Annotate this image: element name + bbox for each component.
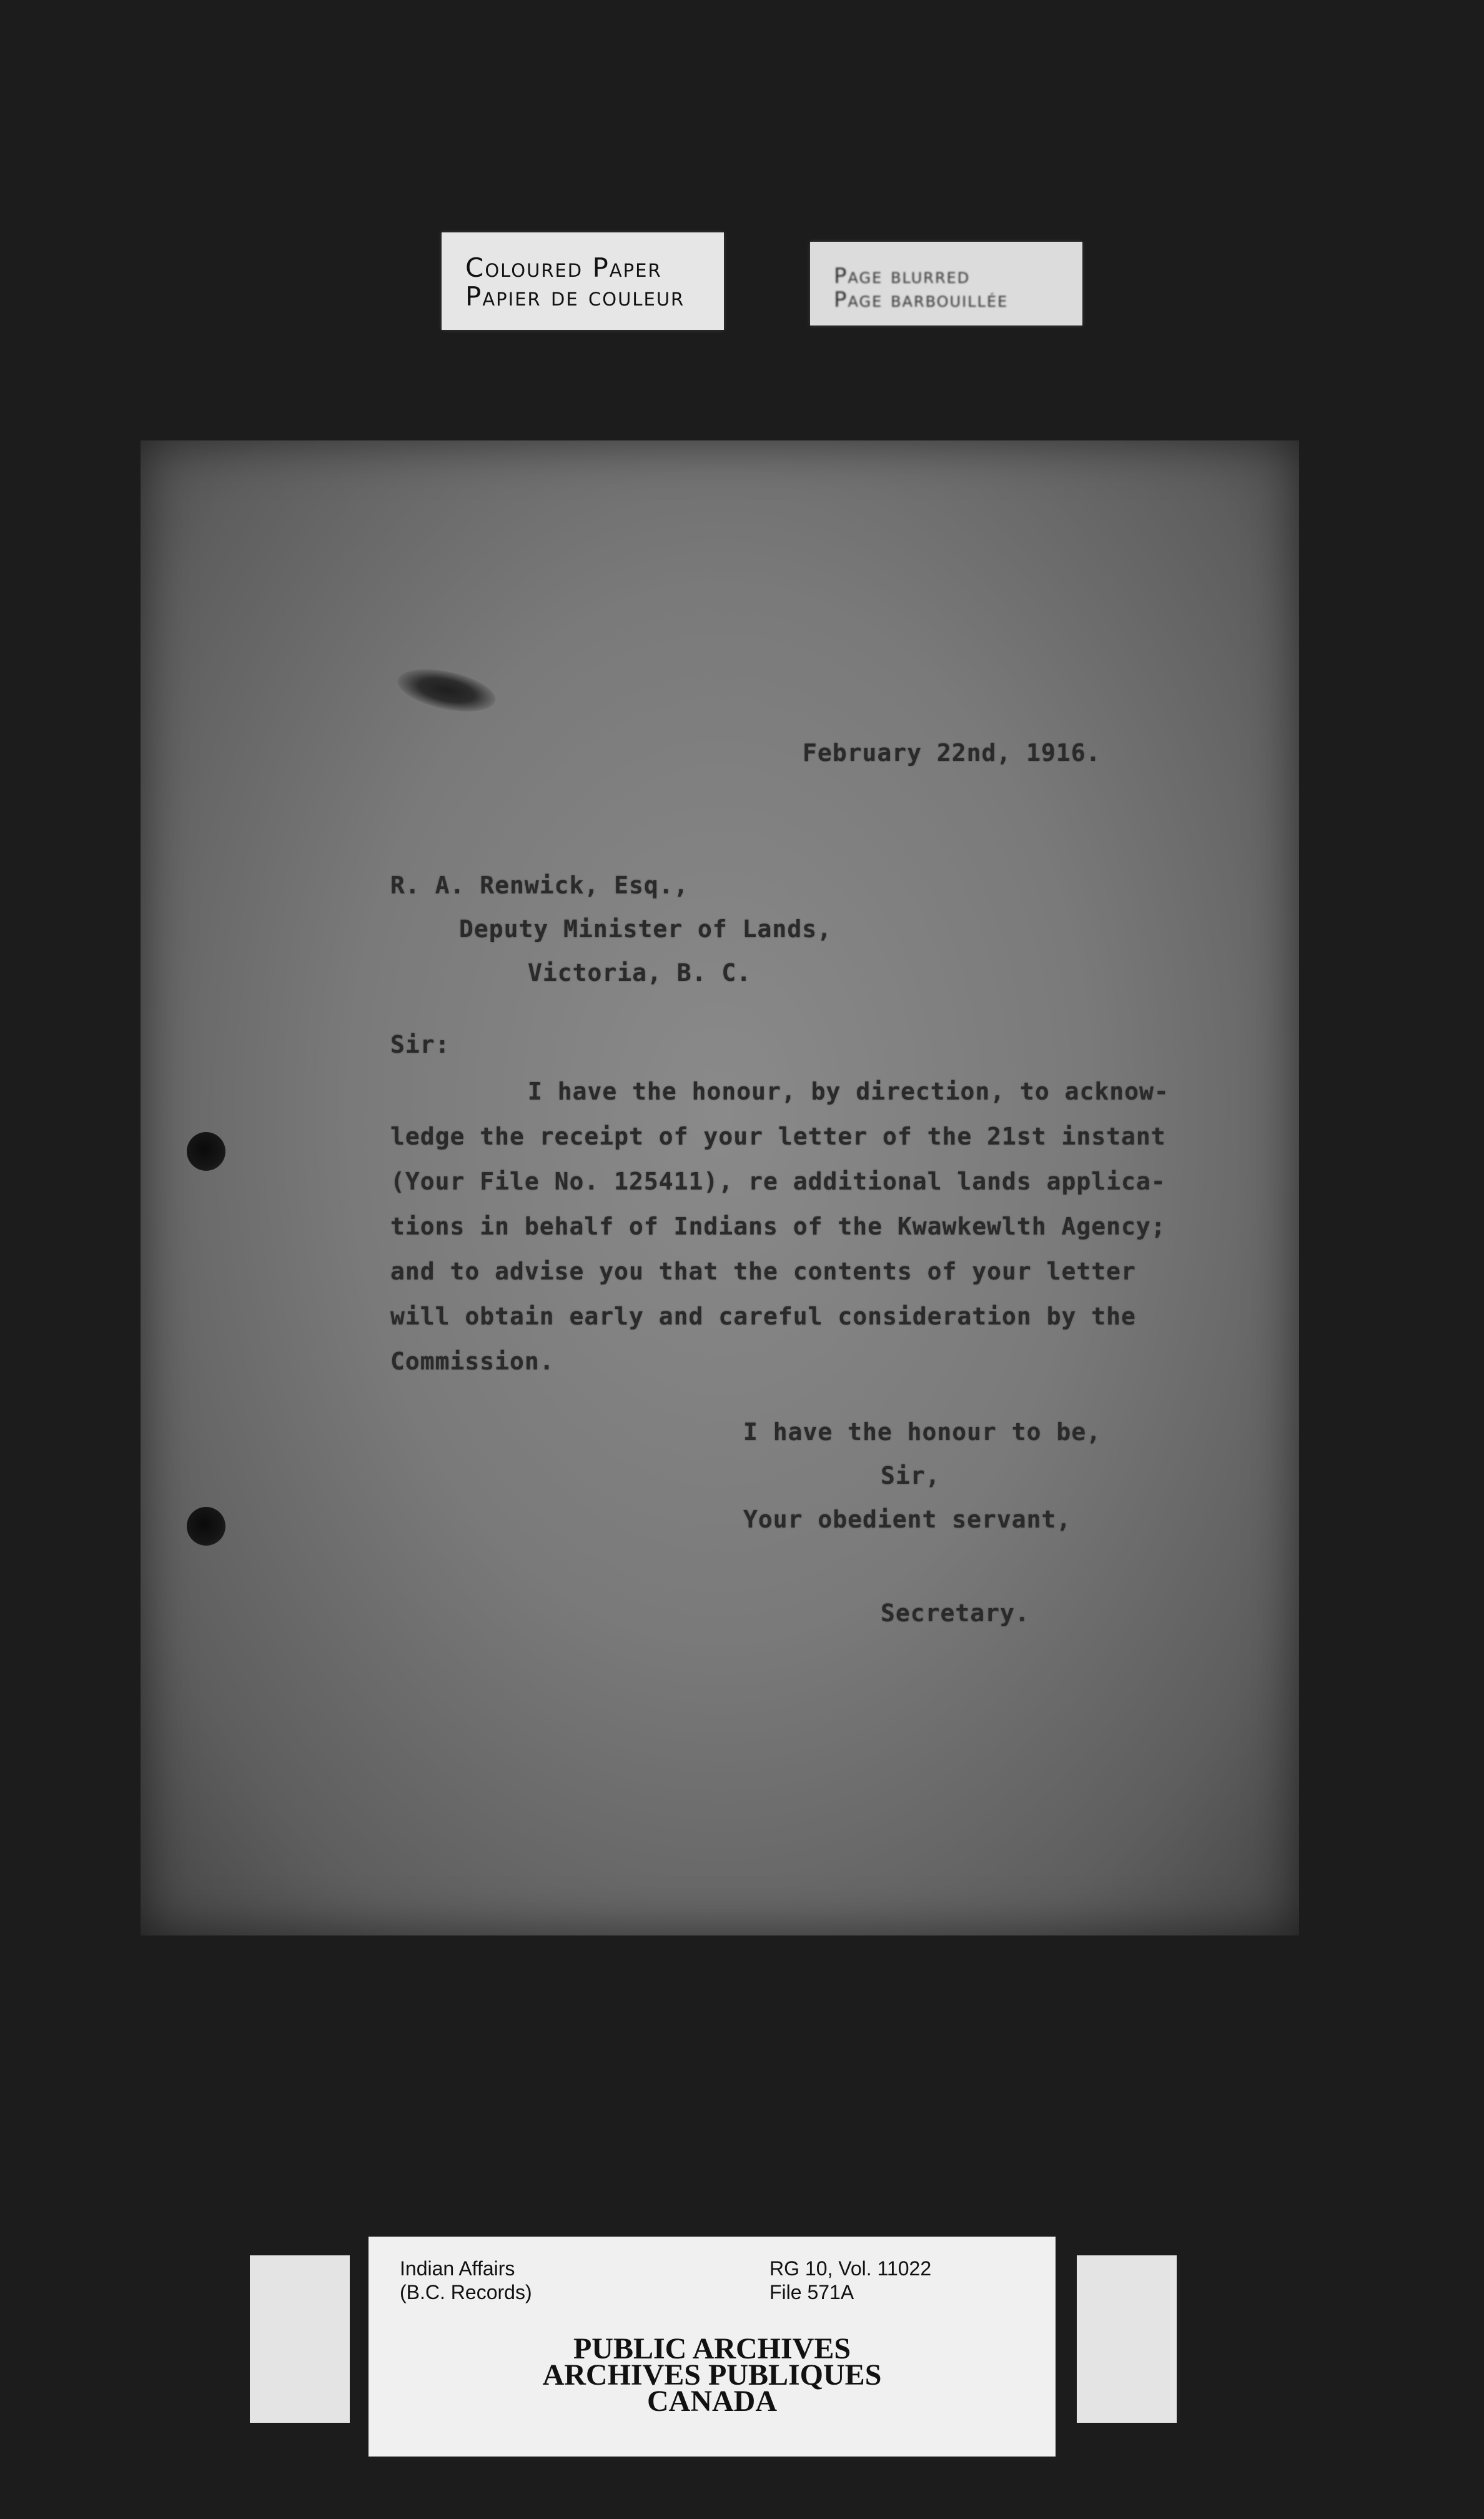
fonds-name: Indian Affairs	[400, 2257, 515, 2280]
salutation: Sir:	[390, 1031, 450, 1058]
card-wing-left	[250, 2255, 350, 2423]
card-center	[369, 2237, 1056, 2457]
card-wing-right	[1077, 2255, 1177, 2423]
body-line: I have the honour, by direction, to acknow-	[528, 1078, 1169, 1105]
page-blurred-label-fr: Page barbouillée	[834, 287, 1009, 312]
record-reference	[769, 2257, 931, 2304]
volume-reference: RG 10, Vol. 11022	[769, 2257, 932, 2280]
record-group-name	[400, 2257, 532, 2304]
body-line: will obtain early and careful consideration by the	[390, 1303, 1136, 1330]
addressee-title: Deputy Minister of Lands,	[459, 915, 832, 943]
punch-hole-bottom	[187, 1507, 225, 1546]
addressee-location: Victoria, B. C.	[528, 959, 752, 986]
ink-smudge	[394, 662, 500, 719]
archive-title-en: PUBLIC ARCHIVES	[573, 2332, 851, 2365]
coloured-paper-label	[442, 232, 724, 330]
page-blurred-label	[810, 242, 1082, 325]
body-line: and to advise you that the contents of your letter	[390, 1258, 1136, 1285]
signature-title: Secretary.	[881, 1599, 1030, 1627]
letter-date: February 22nd, 1916.	[803, 739, 1101, 767]
body-line: (Your File No. 125411), re additional lands applica-	[390, 1168, 1166, 1195]
closing-servant: Your obedient servant,	[743, 1506, 1072, 1533]
coloured-paper-label-fr: Papier de couleur	[465, 281, 685, 312]
archive-title-fr: ARCHIVES PUBLIQUES	[542, 2358, 882, 2392]
body-line: Commission.	[390, 1348, 555, 1375]
body-line: ledge the receipt of your letter of the 21st instant	[390, 1123, 1166, 1150]
closing-sir: Sir,	[881, 1462, 941, 1489]
closing-line: I have the honour to be,	[743, 1418, 1102, 1446]
addressee-name: R. A. Renwick, Esq.,	[390, 872, 689, 899]
page-blurred-label-en: Page blurred	[834, 264, 971, 289]
archive-reference-card	[250, 2237, 1177, 2457]
body-line: tions in behalf of Indians of the Kwawkewlth Agency;	[390, 1213, 1166, 1240]
punch-hole-top	[187, 1132, 225, 1171]
letter-page	[141, 440, 1299, 1935]
coloured-paper-label-en: Coloured Paper	[465, 252, 662, 283]
file-reference: File 571A	[769, 2281, 854, 2303]
fonds-subtitle: (B.C. Records)	[400, 2281, 532, 2303]
archive-title-country: CANADA	[647, 2385, 777, 2418]
